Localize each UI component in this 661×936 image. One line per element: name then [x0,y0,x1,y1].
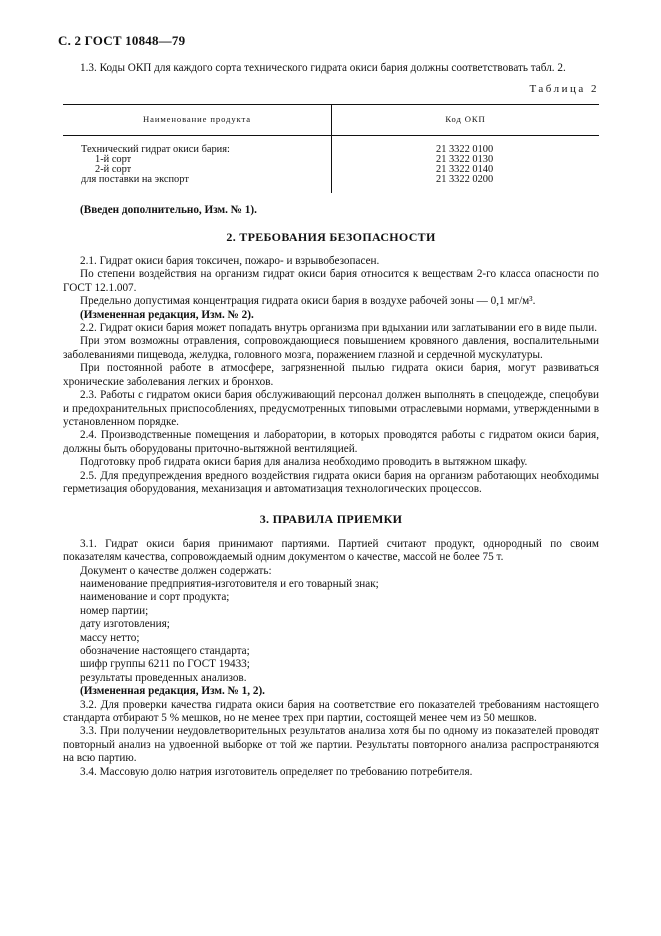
paragraph: При постоянной работе в атмосфере, загрязненной пылью гидрата окиси бария, могут развиваться хронические заболевания легких и бронхов. [63,362,599,388]
paragraph: 2.4. Производственные помещения и лаборатории, в которых проводятся работы с гидратом окиси бария, должны быть оборудованы приточно-вытяжной вентиляцией. [63,429,599,455]
list-item: наименование и сорт продукта; [80,591,230,604]
table-caption: Таблица 2 [529,83,599,96]
okp-code: 21 3322 0130 [436,154,494,166]
paragraph: При этом возможны отравления, сопровождающиеся повышением кровяного давления, воспалительными заболеваниями пищевода, желудка, головного мозга, поражением глазной и сердечной мускулатуры. [63,335,599,361]
document-body [63,62,599,779]
list-item: номер партии; [80,604,149,617]
product-name: 2-й сорт [95,164,132,176]
intro-paragraph: 1.3. Коды ОКП для каждого сорта технического гидрата окиси бария должны соответствовать табл. 2. [80,62,566,74]
amendment-note: (Измененная редакция, Изм. № 1, 2). [80,685,265,698]
paragraph: 2.3. Работы с гидратом окиси бария обслуживающий персонал должен выполнять в спецодежде, спецобуви и предохранительных приспособлениях, предусмотренных типовыми отраслевыми нормами, утвержденными в установленном порядке. [63,389,599,428]
list-item: массу нетто; [80,631,140,644]
paragraph: 2.5. Для предупреждения вредного воздействия гидрата окиси бария на организм работающих необходимы герметизация оборудования, механизация и автоматизация технологических процессов. [63,469,599,495]
paragraph: 3.1. Гидрат окиси бария принимают партиями. Партией считают продукт, однородный по своим показателям качества, сопровождаемый одним документом о качестве, массой не более 75 т. [63,537,599,564]
okp-code: 21 3322 0100 [436,144,494,156]
paragraph: 2.2. Гидрат окиси бария может попадать внутрь организма при вдыхании или заглатывании его в виде пыли. [80,322,598,335]
product-name: Технический гидрат окиси бария: [81,144,230,156]
product-name: 1-й сорт [95,154,132,166]
list-item: шифр группы 6211 по ГОСТ 19433; [80,658,250,671]
paragraph: 3.3. При получении неудовлетворительных результатов анализа хотя бы по одному из показателей проводят повторный анализ на удвоенной выборке от той же партии. Результаты повторного анализа распространяются на всю партию. [63,725,599,765]
amendment-note: (Введен дополнительно, Изм. № 1). [80,204,257,217]
table-header-row [63,104,599,135]
okp-codes-cell [332,136,600,194]
table-row [63,136,599,194]
list-item: обозначение настоящего стандарта; [80,645,250,657]
list-intro: Документ о качестве должен содержать: [80,564,272,577]
section-title-acceptance: 3. ПРАВИЛА ПРИЕМКИ [259,512,403,527]
paragraph: 3.2. Для проверки качества гидрата окиси бария на соответствие его показателей требованиям настоящего стандарта отбирают 5 % мешков, но не менее трех при партии, состоящей менее чем из 50 мешков. [63,698,599,725]
list-item: дату изготовления; [80,618,170,631]
okp-table [63,104,599,193]
product-name: для поставки на экспорт [81,174,189,186]
list-item: результаты проведенных анализов. [80,671,247,684]
paragraph: 2.1. Гидрат окиси бария токсичен, пожаро- и взрывобезопасен. [80,255,380,268]
page-header: С. 2 ГОСТ 10848—79 [58,33,186,48]
list-item: наименование предприятия-изготовителя и его товарный знак; [80,577,379,590]
paragraph: По степени воздействия на организм гидрат окиси бария относится к веществам 2-го класса опасности по ГОСТ 12.1.007. [63,268,599,294]
paragraph: Предельно допустимая концентрация гидрата окиси бария в воздухе рабочей зоны — 0,1 мг/м³. [80,295,536,308]
okp-code: 21 3322 0140 [436,164,494,176]
paragraph: 3.4. Массовую долю натрия изготовитель определяет по требованию потребителя. [80,765,473,778]
product-names-cell [63,136,332,194]
amendment-note: (Измененная редакция, Изм. № 2). [80,308,254,321]
okp-code: 21 3322 0200 [436,174,494,186]
column-header-code: Код ОКП [332,104,600,135]
paragraph: Подготовку проб гидрата окиси бария для анализа необходимо проводить в вытяжном шкафу. [80,456,528,469]
section-title-safety: 2. ТРЕБОВАНИЯ БЕЗОПАСНОСТИ [226,229,436,244]
column-header-product: Наименование продукта [63,104,332,135]
